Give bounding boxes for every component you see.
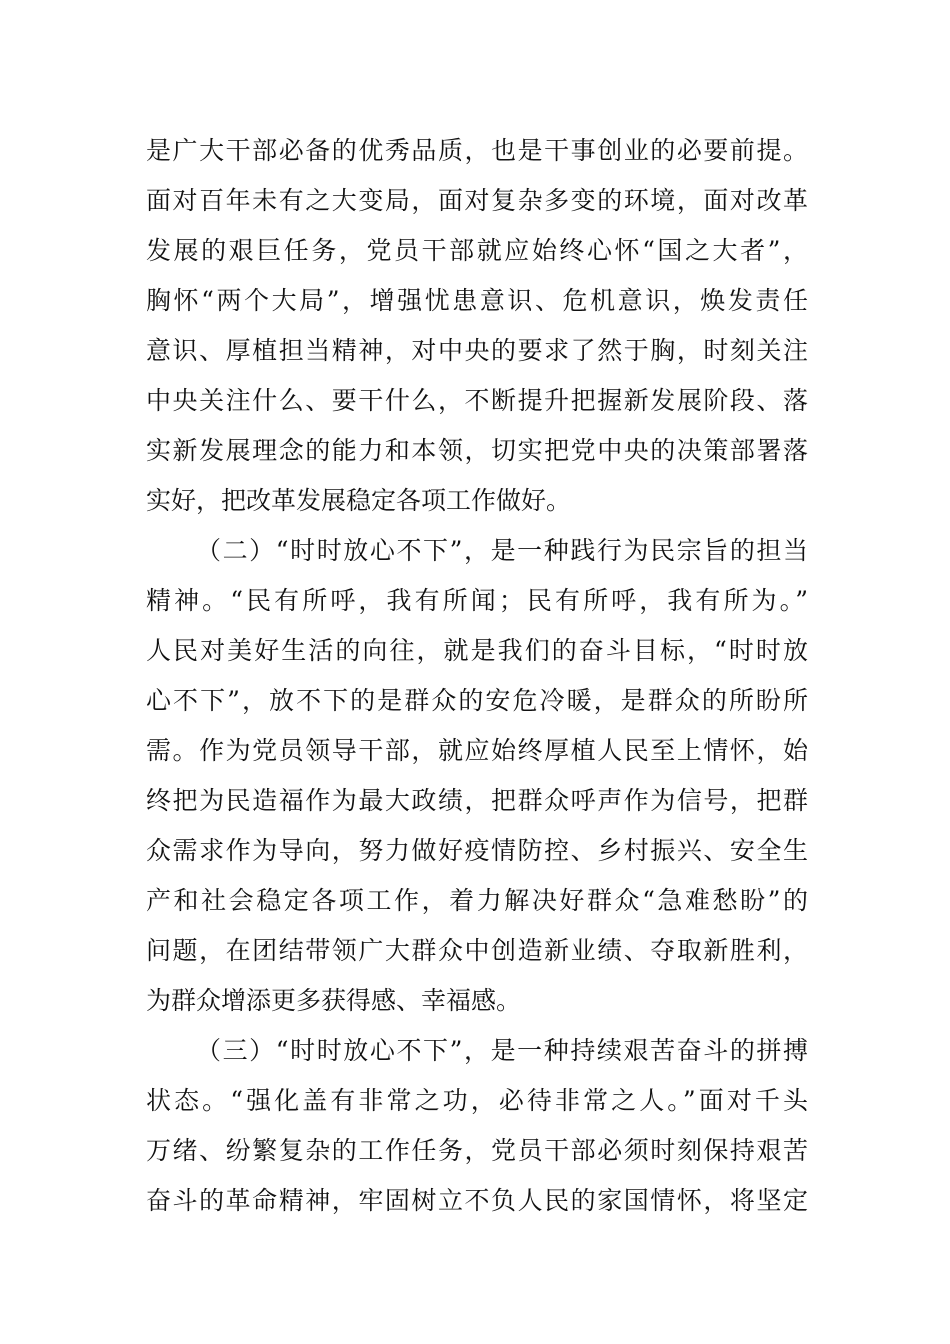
text-line: 意识、厚植担当精神，对中央的要求了然于胸，时刻关注 <box>146 336 808 365</box>
text-line: 精神。“民有所呼，我有所闻；民有所呼，我有所为。” <box>146 586 808 615</box>
text-line: 需。作为党员领导干部，就应始终厚植人民至上情怀，始 <box>146 736 808 765</box>
text-line: 实好，把改革发展稳定各项工作做好。 <box>146 486 572 515</box>
text-line: 为群众增添更多获得感、幸福感。 <box>146 986 522 1015</box>
text-line: 众需求作为导向，努力做好疫情防控、乡村振兴、安全生 <box>146 836 808 865</box>
text-line: 发展的艰巨任务，党员干部就应始终心怀“国之大者”， <box>146 236 808 265</box>
paragraph-heading-two: （二）“时时放心不下”，是一种践行为民宗旨的担当 <box>196 536 808 565</box>
text-line: 中央关注什么、要干什么，不断提升把握新发展阶段、落 <box>146 386 808 415</box>
text-line: 状态。“强化盖有非常之功，必待非常之人。”面对千头 <box>146 1086 808 1115</box>
text-line: 人民对美好生活的向往，就是我们的奋斗目标，“时时放 <box>146 636 808 665</box>
text-line: 万绪、纷繁复杂的工作任务，党员干部必须时刻保持艰苦 <box>146 1136 808 1165</box>
body-text <box>146 126 808 1226</box>
text-line: 奋斗的革命精神，牢固树立不负人民的家国情怀，将坚定 <box>146 1186 808 1215</box>
text-line: 是广大干部必备的优秀品质，也是干事创业的必要前提。 <box>146 136 808 165</box>
text-line: 面对百年未有之大变局，面对复杂多变的环境，面对改革 <box>146 186 808 215</box>
text-line: 产和社会稳定各项工作，着力解决好群众“急难愁盼”的 <box>146 886 808 915</box>
text-line: 终把为民造福作为最大政绩，把群众呼声作为信号，把群 <box>146 786 808 815</box>
paragraph-heading-three: （三）“时时放心不下”，是一种持续艰苦奋斗的拼搏 <box>196 1036 808 1065</box>
text-line: 实新发展理念的能力和本领，切实把党中央的决策部署落 <box>146 436 808 465</box>
text-line: 胸怀“两个大局”，增强忧患意识、危机意识，焕发责任 <box>146 286 808 315</box>
text-line: 心不下”，放不下的是群众的安危冷暖，是群众的所盼所 <box>146 686 808 715</box>
text-line: 问题，在团结带领广大群众中创造新业绩、夺取新胜利， <box>146 936 808 965</box>
